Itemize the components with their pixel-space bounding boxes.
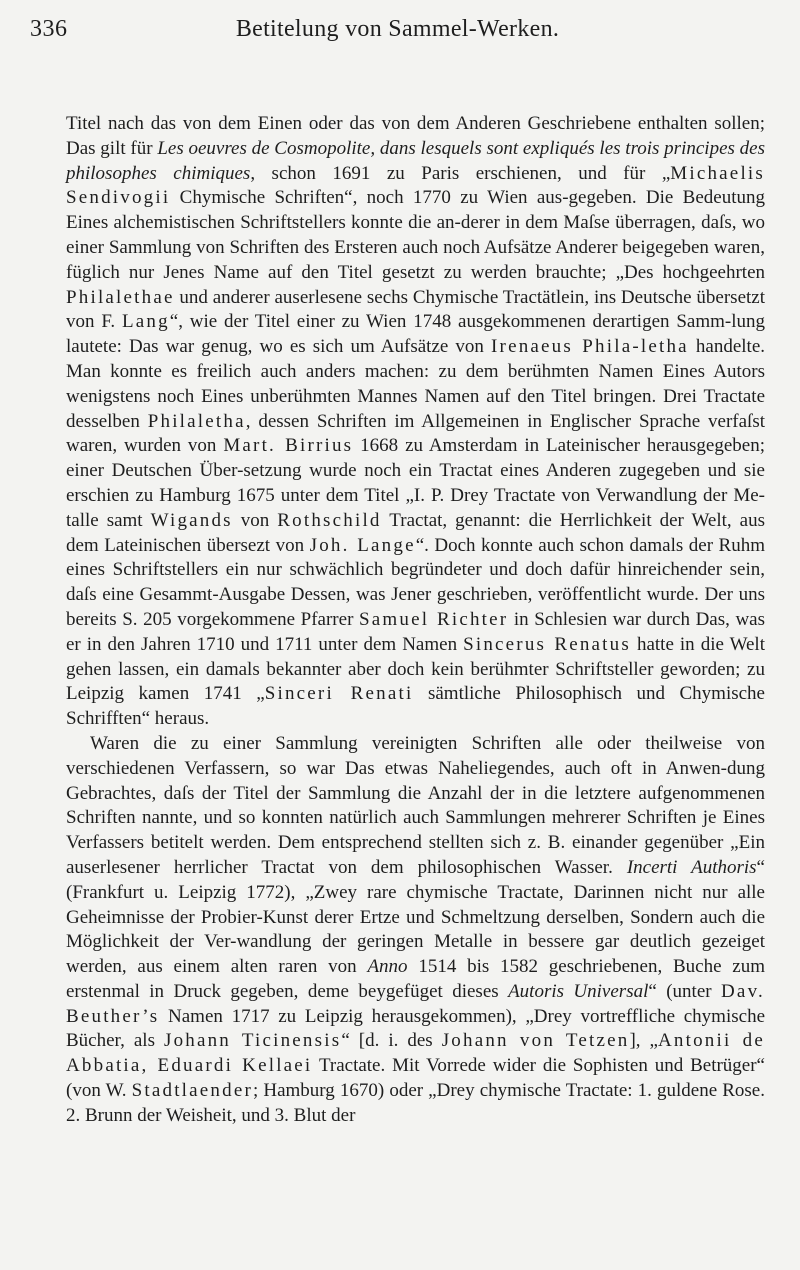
spaced-name: Michaelis Sendivogii [66, 162, 765, 209]
text-run: von [232, 509, 278, 531]
text-run: Tractate. Mit Vorrede wider die Sophisten und Betrüger“ (von W. [66, 1055, 765, 1102]
spaced-name: Joh. Lange [309, 534, 416, 556]
text-run: “ (Frankfurt u. Leipzig 1772), „Zwey rare chymische Tractate, Darinnen nicht nur alle Geheimnisse der Probier-Kunst derer Ertze und Schmeltzung derselben, Sondern auch die Möglichkeit der Ver-wandlung der geringen Metalle in bessere gar deutlich gezeiget werden, aus einem alten raren von [66, 856, 765, 978]
spaced-name: Samuel Richter [358, 608, 509, 630]
text-run: Titel nach das von dem Einen oder das von dem Anderen Geschriebene enthalten sollen; Das gilt für [66, 113, 765, 159]
paragraph [66, 732, 765, 1129]
text-run: “, wie der Titel einer zu Wien 1748 ausgekommenen derartigen Samm-lung lautete: Das war genug, wo es sich um Aufsätze von [66, 311, 766, 358]
spaced-name: Philalethae [66, 286, 175, 308]
italic-title: Anno [367, 956, 408, 978]
spaced-name: Mart. Birrius [223, 435, 354, 457]
text-run: “. Doch konnte auch schon damals der Ruhm eines Schriftstellers ein nur schwächlich begründeter und doch dafür hinreichender sein, daſs eine Gesammt-Ausgabe Dessen, was Jener geschrieben, veröffentlicht wurde. Der uns bereits S. 205 vorgekommene Pfarrer [66, 534, 765, 630]
text-run: “ [d. i. des [341, 1030, 442, 1052]
text-run: , schon 1691 zu Paris erschienen, und für „ [250, 162, 671, 184]
text-run: in Schlesien war durch Das, was er in den Jahren 1710 und 1711 unter dem Namen [66, 608, 766, 655]
text-run: , dessen Schriften im Allgemeinen in Englischer Sprache verfaſst waren, wurden von [66, 410, 765, 457]
text-run: ; Hamburg 1670) oder „Drey chymische Tractate: 1. guldene Rose. 2. Brunn der Weisheit, und 3. Blut der [66, 1080, 765, 1126]
text-run: und anderer auserlesene sechs Chymische Tractätlein, ins Deutsche übersetzt von F. [66, 286, 765, 333]
text-run: handelte. Man konnte es freilich auch anders machen: zu dem berühmten Namen Eines Autors wenigstens noch Eines unberühmten Mannes Namen auf den Titel bringen. Drei Tractate desselben [66, 336, 766, 432]
text-run: Chymische Schriften“, noch 1770 zu Wien aus-gegeben. Die Bedeutung Eines alchemistischen Schriftstellers konnte die an-derer in dem Maſse überragen, daſs, wo einer Sammlung von Schriften des Ersteren auch noch Aufsätze Anderer beigegeben waren, füglich nur Jenes Name auf den Titel gesetzt zu werden brauchte; „Des hochgeehrten [66, 187, 765, 283]
spaced-name: Rothschild [277, 509, 382, 531]
spaced-name: Sinceri Renati [264, 683, 414, 705]
text-run: sämtliche Philosophisch und Chymische Schrifften“ heraus. [66, 683, 765, 730]
spaced-name: Antonii de Abbatia, Eduardi Kellaei [66, 1030, 765, 1077]
italic-title: Autoris Universal [508, 980, 649, 1002]
spaced-name: Lang [121, 311, 170, 333]
text-run: hatte in die Welt gehen lassen, ein damals bekannter aber doch kein berühmter Schriftsteller geworden; zu Leipzig kamen 1741 „ [66, 633, 765, 705]
spaced-name: Sincerus Renatus [463, 633, 631, 655]
spaced-name: Philaletha [147, 410, 246, 432]
italic-title: Les oeuvres de Cosmopolite, dans lesquels sont expliqués les trois principes des philosophes chimiques [66, 137, 765, 184]
text-run: Namen 1717 zu Leipzig herausgekommen), „Drey vortreffliche chymische Bücher, als [66, 1005, 765, 1052]
text-run: Tractat, genannt: die Herrlichkeit der Welt, aus dem Lateinischen übersezt von [66, 509, 766, 556]
paragraph [66, 112, 765, 732]
text-run: 1514 bis 1582 geschriebenen, Buche zum erstenmal in Druck gegeben, deme beygefüget dieses [66, 956, 765, 1002]
spaced-name: Irenaeus Phila-letha [491, 336, 689, 358]
page-number: 336 [30, 16, 68, 42]
text-run: 1668 zu Amsterdam in Lateinischer herausgegeben; einer Deutschen Über-setzung wurde noch ein Tractat eines Anderen zugegeben und sie erschien zu Hamburg 1675 unter dem Titel „I. P. Drey Tractate von Verwandlung der Me-talle samt [66, 435, 765, 531]
text-run: ], „ [629, 1030, 658, 1052]
spaced-name: Johann von Tetzen [441, 1030, 630, 1052]
text-run: Waren die zu einer Sammlung vereinigten Schriften alle oder theilweise von verschiedenen Verfassern, so war Das etwas Naheliegendes, auch oft in Anwen-dung Gebrachtes, daſs der Titel der Sammlung die Anzahl der in die letztere aufgenommenen Schriften nannte, und so konnten natürlich auch Sammlungen mehrerer Schriften je Eines Verfassers betitelt werden. Dem entsprechend stellten sich z. B. einander gegenüber „Ein auserlesener herrlicher Tractat von dem philosophischen Wasser. [66, 732, 765, 878]
spaced-name: Stadtlaender [131, 1080, 253, 1102]
body-text [66, 112, 765, 1129]
text-run: “ (unter [648, 980, 722, 1002]
spaced-name: Dav. Beuther’s [66, 980, 765, 1027]
spaced-name: Johann Ticinensis [163, 1030, 342, 1052]
page-header [30, 16, 765, 56]
italic-title: Incerti Authoris [626, 856, 757, 878]
spaced-name: Wigands [150, 509, 233, 531]
running-title: Betitelung von Sammel-Werken. [235, 16, 560, 42]
